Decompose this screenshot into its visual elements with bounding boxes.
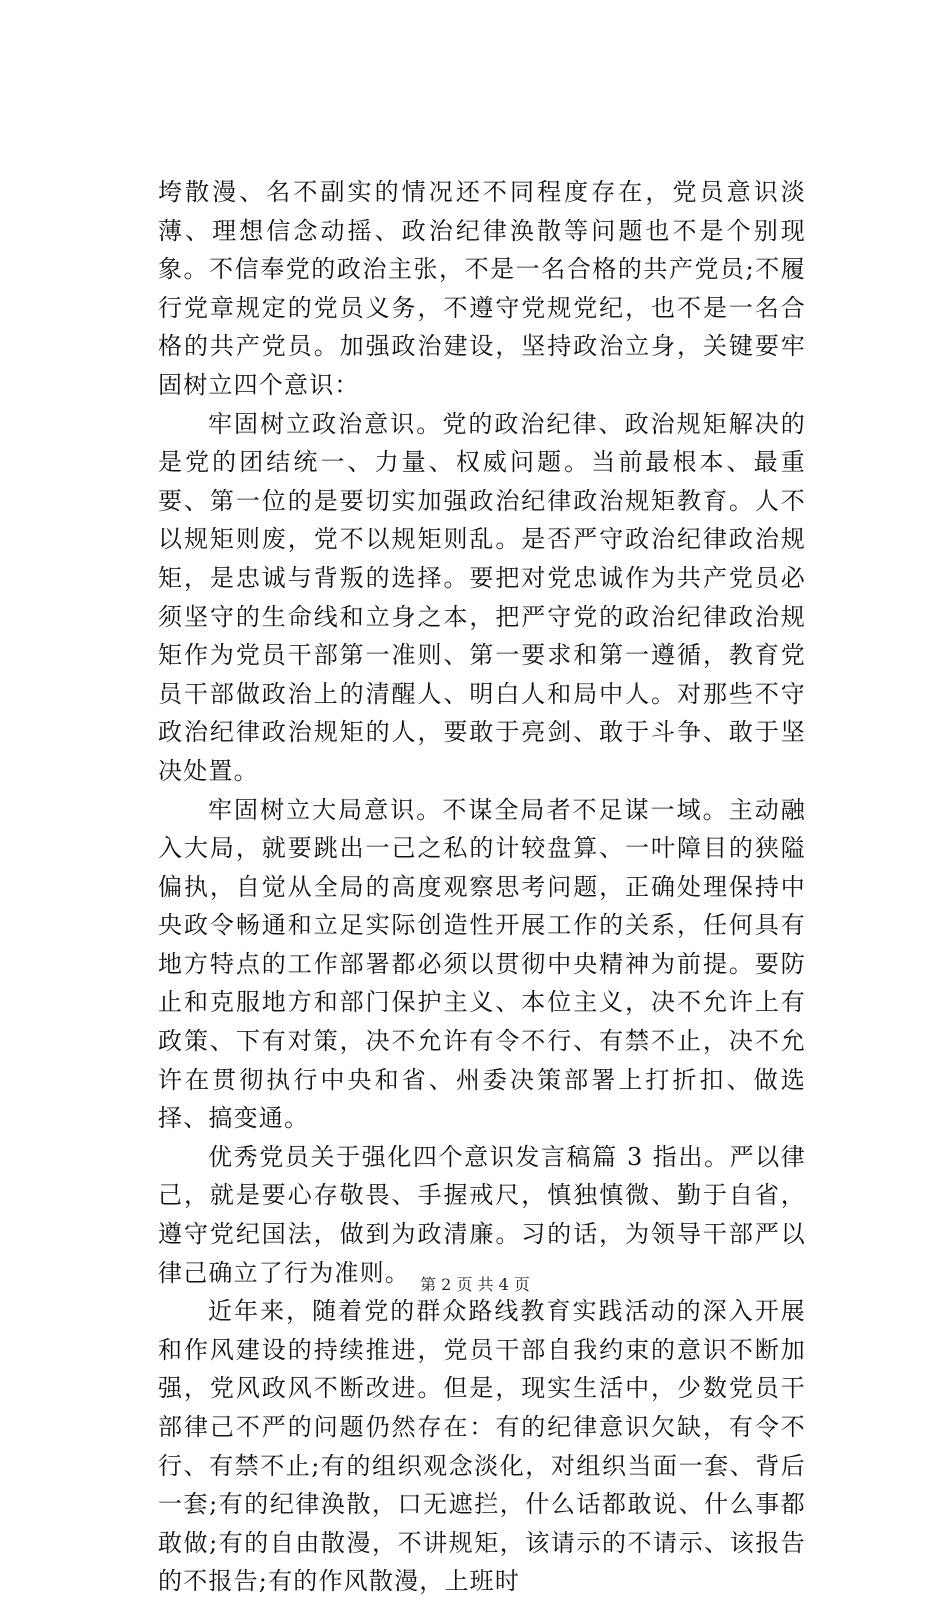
paragraph-4: 优秀党员关于强化四个意识发言稿篇 3 指出。严以律己，就是要心存敬畏、手握戒尺，慎独慎微、勤于自省，遵守党纪国法，做到为政清廉。习的话，为领导干部严以律己确立了行为准则。 (158, 1142, 806, 1287)
page-footer: 第 2 页 共 4 页 (420, 1275, 530, 1294)
document-body (158, 173, 806, 1601)
paragraph-1: 垮散漫、名不副实的情况还不同程度存在，党员意识淡薄、理想信念动摇、政治纪律涣散等问题也不是个别现象。不信奉党的政治主张，不是一名合格的共产党员;不履行党章规定的党员义务，不遵守党规党纪，也不是一名合格的共产党员。加强政治建设，坚持政治立身，关键要牢固树立四个意识： (158, 178, 806, 399)
paragraph-5: 近年来，随着党的群众路线教育实践活动的深入开展和作风建设的持续推进，党员干部自我约束的意识不断加强，党风政风不断改进。但是，现实生活中，少数党员干部律己不严的问题仍然存在：有的纪律意识欠缺，有令不行、有禁不止;有的组织观念淡化，对组织当面一套、背后一套;有的纪律涣散，口无遮拦，什么话都敢说、什么事都敢做;有的自由散漫，不讲规矩，该请示的不请示、该报告的不报告;有的作风散漫，上班时 (158, 1297, 806, 1596)
paragraph-2: 牢固树立政治意识。党的政治纪律、政治规矩解决的是党的团结统一、力量、权威问题。当前最根本、最重要、第一位的是要切实加强政治纪律政治规矩教育。人不以规矩则废，党不以规矩则乱。是否严守政治纪律政治规矩，是忠诚与背叛的选择。要把对党忠诚作为共产党员必须坚守的生命线和立身之本，把严守党的政治纪律政治规矩作为党员干部第一准则、第一要求和第一遵循，教育党员干部做政治上的清醒人、明白人和局中人。对那些不守政治纪律政治规矩的人，要敢于亮剑、敢于斗争、敢于坚决处置。 (158, 409, 806, 785)
paragraph-3: 牢固树立大局意识。不谋全局者不足谋一域。主动融入大局，就要跳出一己之私的计较盘算、一叶障目的狭隘偏执，自觉从全局的高度观察思考问题，正确处理保持中央政令畅通和立足实际创造性开展工作的关系，任何具有地方特点的工作部署都必须以贯彻中央精神为前提。要防止和克服地方和部门保护主义、本位主义，决不允许上有政策、下有对策，决不允许有令不行、有禁不止，决不允许在贯彻执行中央和省、州委决策部署上打折扣、做选择、搞变通。 (158, 795, 806, 1133)
